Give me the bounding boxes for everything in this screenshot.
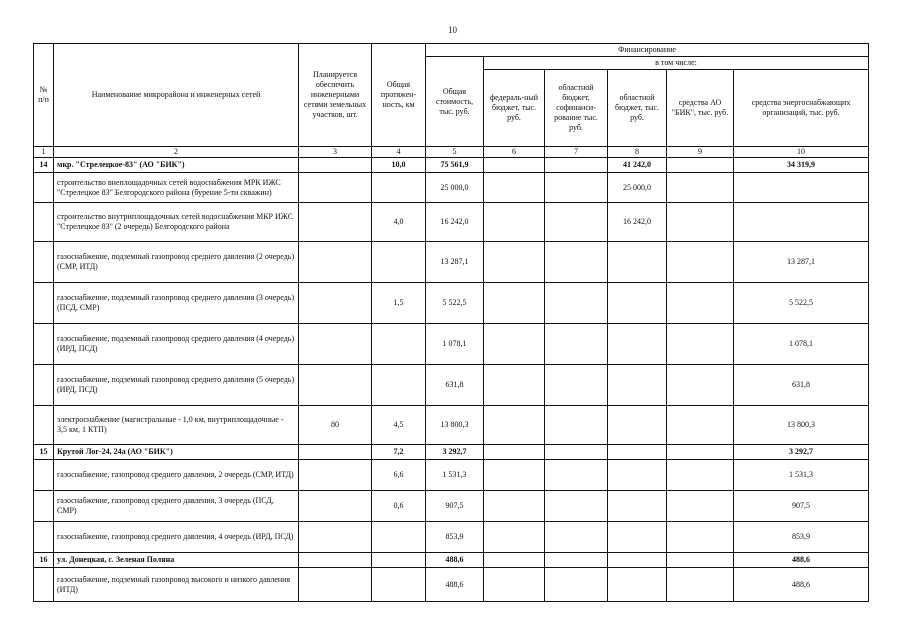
table-row (34, 568, 869, 602)
row-bik (667, 522, 734, 553)
row-energy (734, 203, 869, 242)
col-number: 7 (545, 147, 608, 158)
row-cofin (545, 460, 608, 491)
row-cofin (545, 283, 608, 324)
header-federal: федераль-ный бюджет, тыс. руб. (484, 70, 545, 147)
row-length: 0,6 (372, 491, 426, 522)
row-bik (667, 324, 734, 365)
row-planned (299, 445, 372, 460)
row-energy: 1 078,1 (734, 324, 869, 365)
group-row (34, 553, 869, 568)
row-federal (484, 242, 545, 283)
row-cost: 5 522,5 (426, 283, 484, 324)
row-planned (299, 158, 372, 173)
col-number: 2 (54, 147, 299, 158)
row-length (372, 324, 426, 365)
table-row (34, 242, 869, 283)
row-bik (667, 173, 734, 203)
row-federal (484, 445, 545, 460)
row-regional (608, 522, 667, 553)
row-name: электроснабжение (магистральные - 1,0 км, внутриплощадочные - 3,5 км, 1 КТП) (54, 406, 299, 445)
financing-table (33, 43, 869, 602)
row-no: 14 (34, 158, 54, 173)
row-regional (608, 568, 667, 602)
row-federal (484, 522, 545, 553)
row-name: ул. Донецкая, с. Зеленая Поляна (54, 553, 299, 568)
row-cost: 907,5 (426, 491, 484, 522)
row-length: 4,5 (372, 406, 426, 445)
row-regional: 25 000,0 (608, 173, 667, 203)
row-length: 6,6 (372, 460, 426, 491)
row-name: газоснабжение, газопровод среднего давления, 4 очередь (ИРД, ПСД) (54, 522, 299, 553)
row-bik (667, 203, 734, 242)
row-length (372, 242, 426, 283)
header-bik: средства АО "БИК", тыс. руб. (667, 70, 734, 147)
row-cost: 853,9 (426, 522, 484, 553)
row-energy: 13 800,3 (734, 406, 869, 445)
row-federal (484, 158, 545, 173)
col-number: 5 (426, 147, 484, 158)
row-federal (484, 406, 545, 445)
row-no (34, 203, 54, 242)
header-energy: средства энергоснабжающих организаций, тыс. руб. (734, 70, 869, 147)
table-row (34, 460, 869, 491)
row-name: мкр. "Стрелецкое-83" (АО "БИК") (54, 158, 299, 173)
row-planned (299, 173, 372, 203)
row-energy: 1 531,3 (734, 460, 869, 491)
row-name: газоснабжение, подземный газопровод высокого и низкого давления (ИТД) (54, 568, 299, 602)
header-financing: Финансирование (426, 44, 869, 57)
header-cost: Общая стоимость, тыс. руб. (426, 57, 484, 147)
row-energy: 5 522,5 (734, 283, 869, 324)
row-no (34, 324, 54, 365)
col-number: 9 (667, 147, 734, 158)
row-length (372, 553, 426, 568)
row-energy: 631,8 (734, 365, 869, 406)
row-federal (484, 365, 545, 406)
row-regional (608, 445, 667, 460)
row-no (34, 173, 54, 203)
row-regional (608, 324, 667, 365)
row-planned (299, 242, 372, 283)
table-row (34, 283, 869, 324)
row-cofin (545, 522, 608, 553)
row-regional (608, 242, 667, 283)
table-row (34, 522, 869, 553)
col-number: 8 (608, 147, 667, 158)
row-federal (484, 568, 545, 602)
row-regional (608, 491, 667, 522)
row-planned (299, 283, 372, 324)
row-length (372, 568, 426, 602)
row-name: строительство внеплощадочных сетей водоснабжения МРК ИЖС "Стрелецкое 83" Белгородского района (бурение 5-ти скважин) (54, 173, 299, 203)
row-federal (484, 283, 545, 324)
row-no: 16 (34, 553, 54, 568)
row-energy: 488,6 (734, 553, 869, 568)
row-planned (299, 553, 372, 568)
group-row (34, 158, 869, 173)
row-no: 15 (34, 445, 54, 460)
row-name: газоснабжение, подземный газопровод среднего давления (2 очередь) (СМР, ИТД) (54, 242, 299, 283)
row-energy: 907,5 (734, 491, 869, 522)
row-length: 7,2 (372, 445, 426, 460)
col-number: 10 (734, 147, 869, 158)
row-name: газоснабжение, подземный газопровод среднего давления (4 очередь) (ИРД, ПСД) (54, 324, 299, 365)
row-bik (667, 491, 734, 522)
row-length (372, 365, 426, 406)
row-bik (667, 568, 734, 602)
row-federal (484, 460, 545, 491)
row-no (34, 460, 54, 491)
header-regional: областной бюджет, тыс. руб. (608, 70, 667, 147)
row-cost: 75 561,9 (426, 158, 484, 173)
row-name: строительство внутриплощадочных сетей водоснабжения МКР ИЖС "Стрелецкое 83" (2 очередь) Белгородского района (54, 203, 299, 242)
row-bik (667, 283, 734, 324)
row-name: газоснабжение, подземный газопровод среднего давления (5 очередь) (ИРД, ПСД) (54, 365, 299, 406)
row-planned: 80 (299, 406, 372, 445)
row-length: 4,0 (372, 203, 426, 242)
row-no (34, 283, 54, 324)
column-number-row (34, 147, 869, 158)
row-planned (299, 568, 372, 602)
row-federal (484, 203, 545, 242)
row-regional: 16 242,0 (608, 203, 667, 242)
row-name: газоснабжение, подземный газопровод среднего давления (3 очередь) (ПСД, СМР) (54, 283, 299, 324)
header-including: в том числе: (484, 57, 869, 70)
row-no (34, 406, 54, 445)
col-number: 3 (299, 147, 372, 158)
row-no (34, 568, 54, 602)
header-name: Наименование микрорайона и инженерных сетей (54, 44, 299, 147)
row-bik (667, 553, 734, 568)
row-planned (299, 365, 372, 406)
table-row (34, 203, 869, 242)
row-federal (484, 173, 545, 203)
row-energy (734, 173, 869, 203)
row-cofin (545, 365, 608, 406)
row-name: Крутой Лог-24, 24а (АО "БИК") (54, 445, 299, 460)
row-bik (667, 406, 734, 445)
row-length: 10,0 (372, 158, 426, 173)
row-planned (299, 324, 372, 365)
row-energy: 34 319,9 (734, 158, 869, 173)
row-cost: 631,8 (426, 365, 484, 406)
row-bik (667, 242, 734, 283)
row-federal (484, 324, 545, 365)
row-cost: 13 287,1 (426, 242, 484, 283)
col-number: 4 (372, 147, 426, 158)
row-cofin (545, 158, 608, 173)
row-planned (299, 491, 372, 522)
table-row (34, 173, 869, 203)
row-cofin (545, 445, 608, 460)
row-bik (667, 460, 734, 491)
row-energy: 3 292,7 (734, 445, 869, 460)
row-regional (608, 406, 667, 445)
row-planned (299, 460, 372, 491)
row-length (372, 173, 426, 203)
row-cost: 16 242,0 (426, 203, 484, 242)
row-cost: 488,6 (426, 568, 484, 602)
row-no (34, 491, 54, 522)
row-energy: 13 287,1 (734, 242, 869, 283)
group-row (34, 445, 869, 460)
page-number: 10 (448, 25, 457, 35)
row-cost: 3 292,7 (426, 445, 484, 460)
row-cofin (545, 242, 608, 283)
row-bik (667, 158, 734, 173)
row-cofin (545, 203, 608, 242)
table-row (34, 324, 869, 365)
row-regional (608, 460, 667, 491)
row-cost: 1 078,1 (426, 324, 484, 365)
row-cost: 13 800,3 (426, 406, 484, 445)
row-name: газоснабжение, газопровод среднего давления, 2 очередь (СМР, ИТД) (54, 460, 299, 491)
row-cofin (545, 173, 608, 203)
header-length: Общая протяжен-ность, км (372, 44, 426, 147)
row-cost: 25 000,0 (426, 173, 484, 203)
row-planned (299, 522, 372, 553)
row-name: газоснабжение, газопровод среднего давления, 3 очередь (ПСД, СМР) (54, 491, 299, 522)
row-cofin (545, 406, 608, 445)
row-bik (667, 365, 734, 406)
row-federal (484, 553, 545, 568)
row-energy: 853,9 (734, 522, 869, 553)
row-cost: 488,6 (426, 553, 484, 568)
header-regional-cofin: областной бюджет, софинанси-рование тыс. руб. (545, 70, 608, 147)
row-length: 1,5 (372, 283, 426, 324)
row-cost: 1 531,3 (426, 460, 484, 491)
row-no (34, 365, 54, 406)
row-no (34, 522, 54, 553)
row-cofin (545, 324, 608, 365)
row-regional (608, 365, 667, 406)
row-bik (667, 445, 734, 460)
row-cofin (545, 568, 608, 602)
row-regional: 41 242,0 (608, 158, 667, 173)
col-number: 6 (484, 147, 545, 158)
row-no (34, 242, 54, 283)
header-no: № п/п (34, 44, 54, 147)
table-row (34, 365, 869, 406)
col-number: 1 (34, 147, 54, 158)
row-energy: 488,6 (734, 568, 869, 602)
header-planned: Планируется обеспечить инженерными сетями земельных участков, шт. (299, 44, 372, 147)
row-regional (608, 283, 667, 324)
table-row (34, 491, 869, 522)
row-regional (608, 553, 667, 568)
row-cofin (545, 553, 608, 568)
row-length (372, 522, 426, 553)
table-row (34, 406, 869, 445)
row-federal (484, 491, 545, 522)
row-cofin (545, 491, 608, 522)
row-planned (299, 203, 372, 242)
